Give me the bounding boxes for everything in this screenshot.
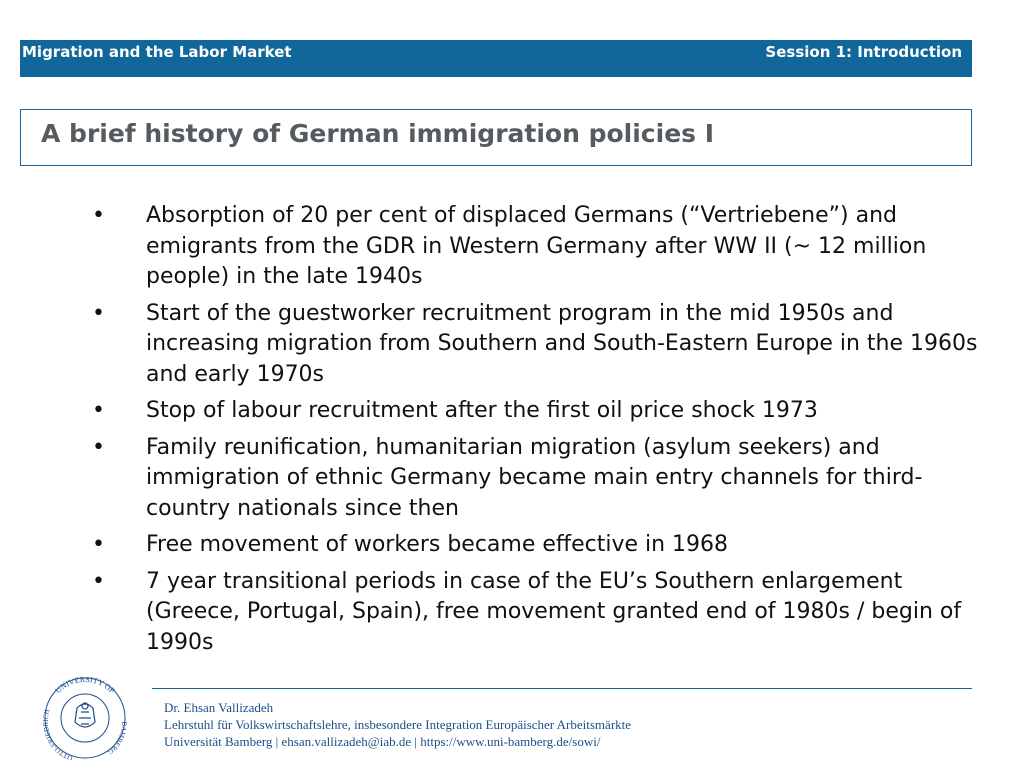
footer-info (164, 699, 631, 750)
slide-title: A brief history of German immigration policies I (41, 119, 715, 148)
seal-text-top: UNIVERSITY OF (53, 674, 117, 696)
header-bar (20, 40, 972, 77)
bullet-marker: • (92, 300, 105, 326)
svg-text:BAMBERG (106, 721, 128, 756)
bullet-text: 7 year transitional periods in case of the EU’s Southern enlargement (Greece, Portugal, Spain), free movement granted end of 1980s / begin of 1990s (146, 568, 962, 655)
slide-title-box (20, 109, 972, 166)
bullet-item (92, 396, 992, 427)
university-seal-icon (37, 672, 133, 760)
bullet-item (92, 299, 992, 391)
bullet-text: Family reunification, humanitarian migration (asylum seekers) and immigration of ethnic Germany became main entry channels for third-country nationals since then (146, 434, 923, 521)
bullet-marker: • (92, 398, 105, 423)
bullet-text: Absorption of 20 per cent of displaced Germans (“Vertriebene”) and emigrants from the GDR in Western Germany after WW II (~ 12 million people) in the late 1940s (146, 203, 927, 289)
bullet-item (92, 433, 992, 525)
bullet-text: Stop of labour recruitment after the first oil price shock 1973 (146, 398, 818, 423)
bullet-text: Free movement of workers became effective in 1968 (146, 532, 729, 557)
bullet-marker: • (92, 203, 105, 228)
session-title: Session 1: Introduction (765, 43, 962, 61)
seal-text-left: OTTO-FRIEDRICH (41, 708, 74, 760)
bullet-marker: • (92, 568, 105, 594)
bullet-text: Start of the guestworker recruitment program in the mid 1950s and increasing migration from Southern and South-Eastern Europe in the 1960s and early 1970s (146, 300, 978, 387)
footer-divider (152, 688, 972, 689)
course-title: Migration and the Labor Market (22, 43, 292, 61)
svg-text:OTTO-FRIEDRICH (42, 708, 74, 760)
bullet-marker: • (92, 434, 105, 460)
bullet-list (92, 201, 992, 664)
bullet-item (92, 567, 992, 659)
bullet-item (92, 530, 992, 561)
bullet-marker: • (92, 532, 105, 557)
author-name: Dr. Ehsan Vallizadeh (164, 700, 274, 715)
seal-text-right: BAMBERG (106, 721, 129, 757)
bullet-item (92, 201, 992, 293)
contact-line: Universität Bamberg | ehsan.vallizadeh@iab.de | https://www.uni-bamberg.de/sowi/ (164, 734, 601, 749)
chair-name: Lehrstuhl für Volkswirtschaftslehre, insbesondere Integration Europäischer Arbeitsmärkte (164, 717, 632, 732)
